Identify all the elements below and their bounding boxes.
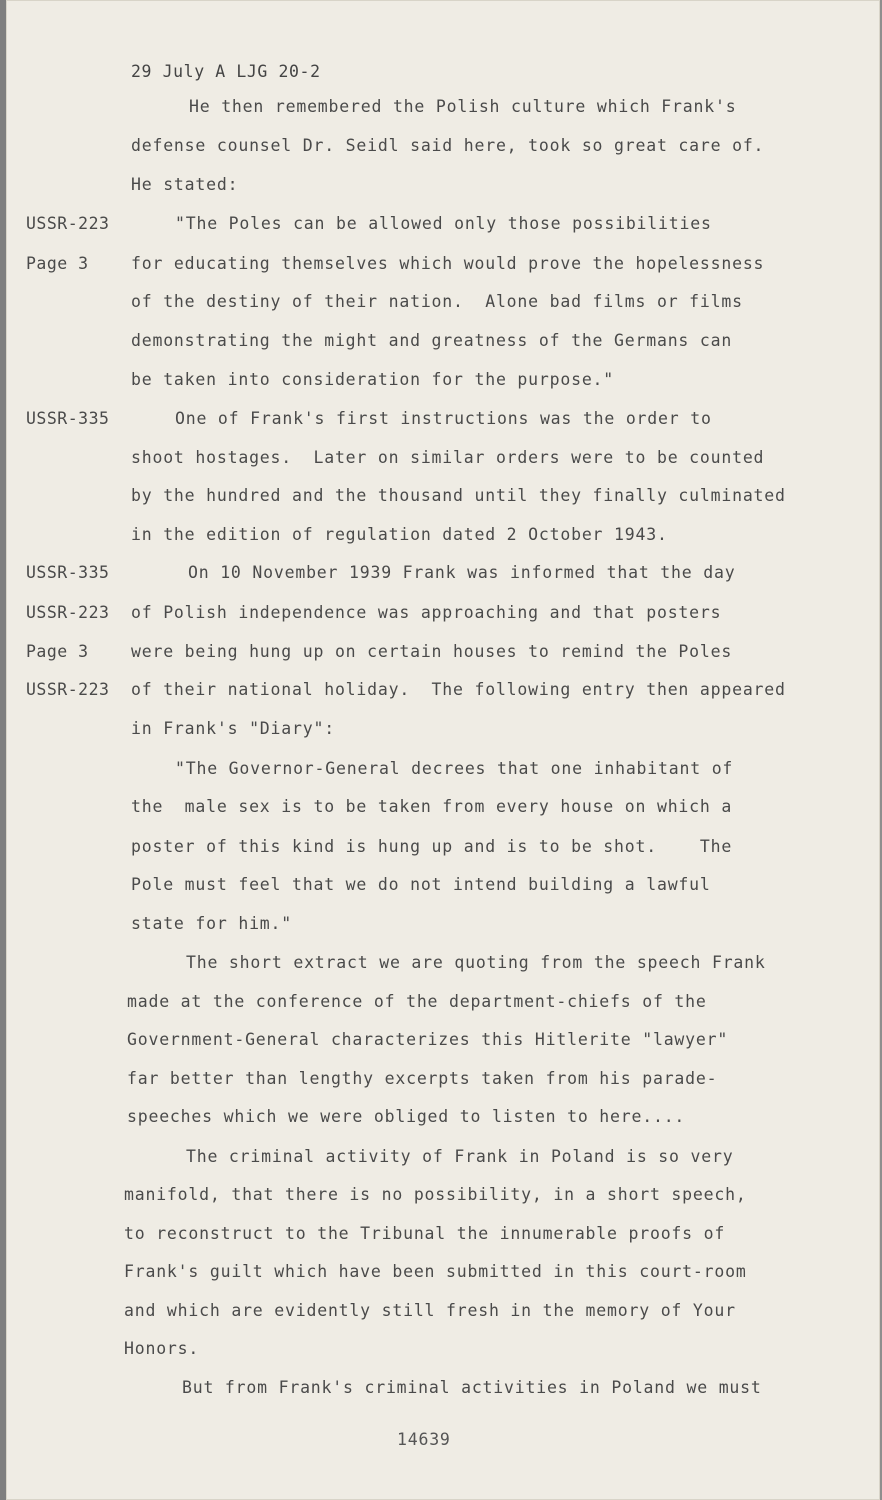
body-line: were being hung up on certain houses to remind the Poles: [131, 642, 733, 661]
body-line: manifold, that there is no possibility, in a short speech,: [124, 1185, 747, 1204]
body-line: Pole must feel that we do not intend building a lawful: [131, 875, 711, 894]
body-line: for educating themselves which would prove the hopelessness: [131, 254, 765, 273]
body-line: in the edition of regulation dated 2 October 1943.: [131, 525, 668, 544]
body-line: demonstrating the might and greatness of the Germans can: [131, 331, 733, 350]
body-line: He then remembered the Polish culture which Frank's: [189, 97, 737, 116]
document-header: 29 July A LJG 20-2: [131, 62, 321, 81]
margin-note: USSR-223: [26, 603, 110, 622]
margin-note: Page 3: [26, 642, 89, 661]
margin-note: USSR-223: [26, 214, 110, 233]
body-line: "The Poles can be allowed only those possibilities: [175, 214, 712, 233]
body-line: shoot hostages. Later on similar orders were to be counted: [131, 448, 765, 467]
body-line: made at the conference of the department-chiefs of the: [127, 992, 707, 1011]
body-line: by the hundred and the thousand until they finally culminated: [131, 486, 786, 505]
body-line: of their national holiday. The following entry then appeared: [131, 680, 786, 699]
margin-note: USSR-335: [26, 563, 110, 582]
body-line: be taken into consideration for the purpose.": [131, 370, 615, 389]
body-line: state for him.": [131, 914, 293, 933]
margin-note: Page 3: [26, 254, 89, 273]
margin-note: USSR-335: [26, 409, 110, 428]
body-line: defense counsel Dr. Seidl said here, took so great care of.: [131, 136, 765, 155]
body-line: Frank's guilt which have been submitted in this court-room: [124, 1262, 747, 1281]
body-line: and which are evidently still fresh in the memory of Your: [124, 1301, 736, 1320]
body-line: the male sex is to be taken from every house on which a: [131, 797, 733, 816]
body-line: The criminal activity of Frank in Poland is so very: [186, 1147, 734, 1166]
body-line: to reconstruct to the Tribunal the innumerable proofs of: [124, 1224, 726, 1243]
body-line: Honors.: [124, 1339, 200, 1358]
body-line: One of Frank's first instructions was the order to: [175, 409, 712, 428]
body-line: of the destiny of their nation. Alone bad films or films: [131, 292, 743, 311]
body-line: The short extract we are quoting from the speech Frank: [186, 953, 766, 972]
body-line: speeches which we were obliged to listen to here....: [127, 1107, 686, 1126]
body-line: poster of this kind is hung up and is to be shot. The: [131, 837, 733, 856]
body-line: He stated:: [131, 175, 239, 194]
body-line: in Frank's "Diary":: [131, 719, 335, 738]
page-number: 14639: [397, 1430, 451, 1449]
body-line: But from Frank's criminal activities in Poland we must: [182, 1378, 762, 1397]
body-line: Government-General characterizes this Hitlerite "lawyer": [127, 1030, 729, 1049]
margin-note: USSR-223: [26, 680, 110, 699]
body-line: of Polish independence was approaching and that posters: [131, 603, 722, 622]
body-line: "The Governor-General decrees that one inhabitant of: [175, 759, 734, 778]
body-line: On 10 November 1939 Frank was informed that the day: [188, 563, 736, 582]
body-line: far better than lengthy excerpts taken from his parade-: [127, 1069, 718, 1088]
